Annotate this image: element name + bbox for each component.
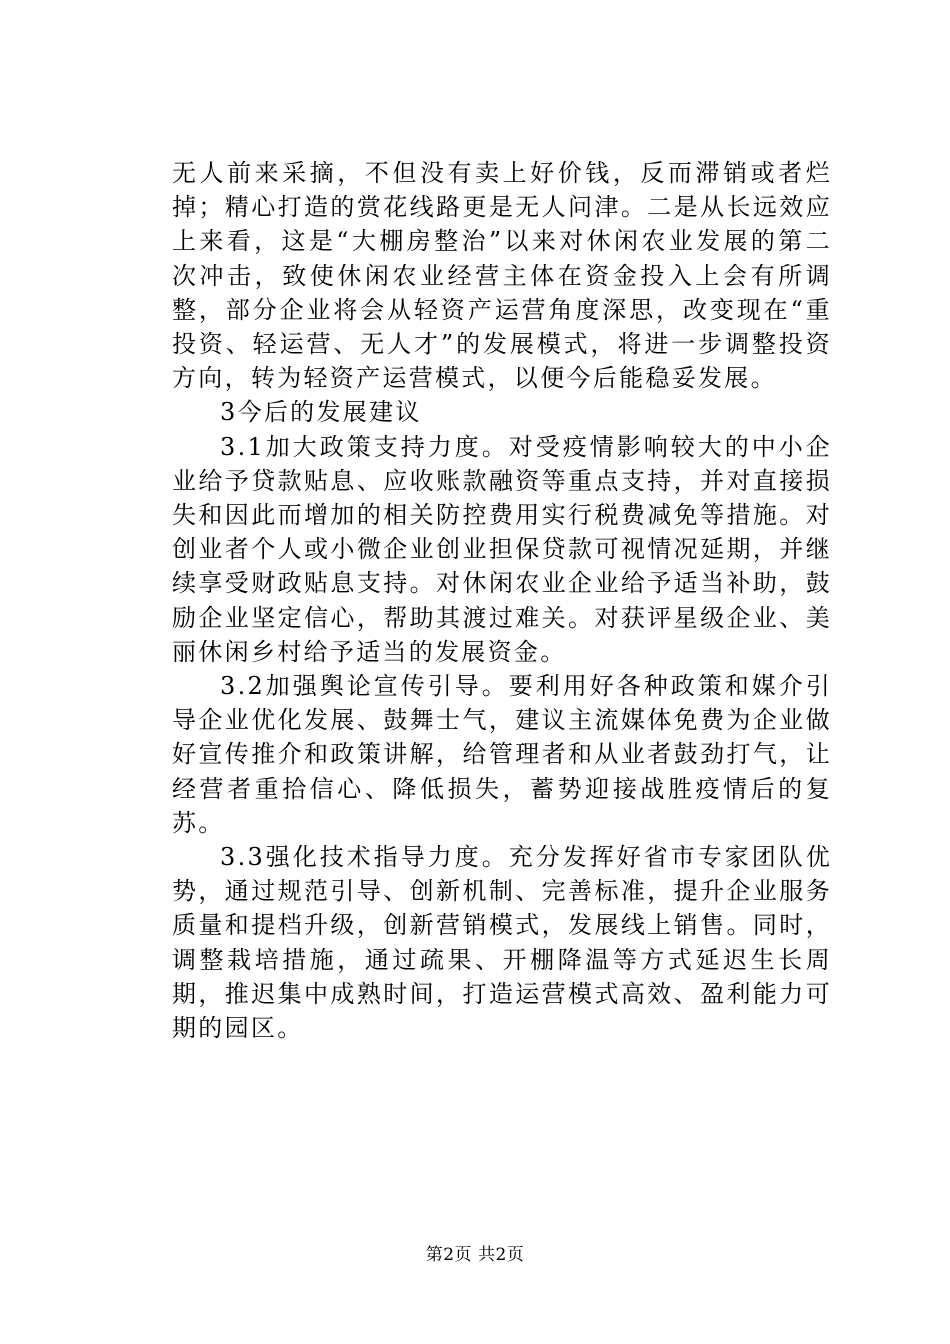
paragraph-publicity-guidance: 3.2加强舆论宣传引导。要利用好各种政策和媒介引导企业优化发展、鼓舞士气，建议主流媒体免费为企业做好宣传推介和政策讲解，给管理者和从业者鼓劲打气，让经营者重拾信心、降低损失，蓄势迎接战胜疫情后的复苏。 xyxy=(172,672,832,837)
paragraph-technical-guidance: 3.3强化技术指导力度。充分发挥好省市专家团队优势，通过规范引导、创新机制、完善标准，提升企业服务质量和提档升级，创新营销模式，发展线上销售。同时，调整栽培措施，通过疏果、开棚降温等方式延迟生长周期，推迟集中成熟时间，打造运营模式高效、盈利能力可期的园区。 xyxy=(172,843,832,1043)
paragraph-continuation: 无人前来采摘，不但没有卖上好价钱，反而滞销或者烂掉；精心打造的赏花线路更是无人问津。二是从长远效应上来看，这是“大棚房整治”以来对休闲农业发展的第二次冲击，致使休闲农业经营主体在资金投入上会有所调整，部分企业将会从轻资产运营角度深思，改变现在“重投资、轻运营、无人才”的发展模式，将进一步调整投资方向，转为轻资产运营模式，以便今后能稳妥发展。 xyxy=(172,159,832,393)
page-number-footer: 第2页 共2页 xyxy=(425,1245,525,1265)
paragraph-policy-support: 3.1加大政策支持力度。对受疫情影响较大的中小企业给予贷款贴息、应收账款融资等重点支持，并对直接损失和因此而增加的相关防控费用实行税费减免等措施。对创业者个人或小微企业创业担保贷款可视情况延期，并继续享受财政贴息支持。对休闲农业企业给予适当补助，鼓励企业坚定信心，帮助其渡过难关。对获评星级企业、美丽休闲乡村给予适当的发展资金。 xyxy=(172,432,832,666)
section-heading: 3今后的发展建议 xyxy=(220,398,422,427)
document-body xyxy=(172,156,832,1045)
